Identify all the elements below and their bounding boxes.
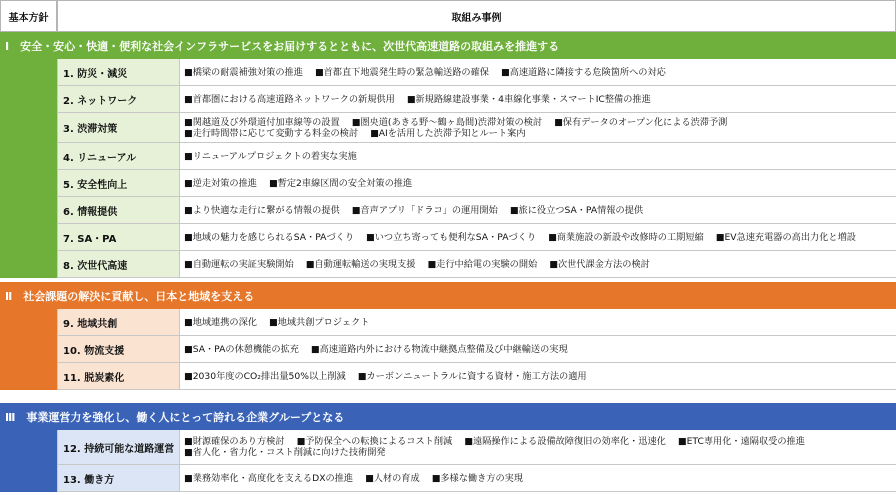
- initiative-item: ■ 走行時間帯に応じて変動する料金の検討: [184, 128, 358, 139]
- initiative-item: ■ 人材の育成: [365, 473, 420, 484]
- initiative-item: ■ いつ立ち寄っても便利なSA・PAづくり: [366, 232, 536, 243]
- row-label: 3. 渋滞対策: [57, 113, 179, 143]
- section-color-strip: [0, 430, 57, 492]
- content-line: [184, 151, 896, 162]
- header-initiatives: 取組み事例: [57, 0, 896, 32]
- row-label: 11. 脱炭素化: [57, 363, 179, 390]
- header-basic-policy: 基本方針: [0, 0, 57, 32]
- initiative-item: ■ 地域共創プロジェクト: [269, 317, 369, 328]
- initiative-item: ■ SA・PAの休憩機能の拡充: [184, 344, 299, 355]
- row-content: [179, 465, 896, 492]
- initiative-item: ■ 高速道路に隣接する危険箇所への対応: [501, 67, 666, 78]
- initiative-item: ■ 商業施設の新設や改修時の工期短縮: [548, 232, 704, 243]
- row-content: [179, 143, 896, 170]
- row-label: 4. リニューアル: [57, 143, 179, 170]
- content-line: [184, 117, 896, 128]
- initiative-item: ■ 省人化・省力化・コスト削減に向けた技術開発: [184, 447, 386, 458]
- section-band-2: Ⅱ 社会課題の解決に貢献し、日本と地域を支える: [0, 282, 896, 309]
- content-line: [184, 473, 896, 484]
- initiative-item: ■ 逆走対策の推進: [184, 178, 257, 189]
- row-content: [179, 430, 896, 465]
- section-band-3: Ⅲ 事業運営力を強化し、働く人にとって誇れる企業グループとなる: [0, 403, 896, 430]
- content-line: [184, 371, 896, 382]
- initiative-item: ■ 橋梁の耐震補強対策の推進: [184, 67, 303, 78]
- content-line: [184, 259, 896, 270]
- initiative-item: ■ より快適な走行に繋がる情報の提供: [184, 205, 340, 216]
- row-content: [179, 86, 896, 113]
- initiative-item: ■ 業務効率化・高度化を支えるDXの推進: [184, 473, 353, 484]
- row-label: 8. 次世代高速: [57, 251, 179, 278]
- initiative-item: ■ 自動運転の実証実験開始: [184, 259, 294, 270]
- content-line: [184, 128, 896, 139]
- row-label: 9. 地域共創: [57, 309, 179, 336]
- initiative-item: ■ EV急速充電器の高出力化と増設: [716, 232, 856, 243]
- content-line: [184, 436, 896, 447]
- initiative-item: ■ 首都圏における高速道路ネットワークの新規供用: [184, 94, 395, 105]
- row-content: [179, 363, 896, 390]
- initiative-item: ■ 保有データのオープン化による渋滞予測: [554, 117, 727, 128]
- initiative-item: ■ 次世代課金方法の検討: [549, 259, 650, 270]
- row-content: [179, 197, 896, 224]
- initiative-item: ■ 関越道及び外環道付加車線等の設置: [184, 117, 340, 128]
- row-label: 7. SA・PA: [57, 224, 179, 251]
- row-content: [179, 170, 896, 197]
- content-line: [184, 205, 896, 216]
- initiative-item: ■ 自動運転輸送の実現支援: [306, 259, 416, 270]
- section-color-strip: [0, 309, 57, 390]
- content-line: [184, 232, 896, 243]
- row-content: [179, 336, 896, 363]
- content-line: [184, 178, 896, 189]
- row-label: 2. ネットワーク: [57, 86, 179, 113]
- initiative-item: ■ カーボンニュートラルに資する資材・施工方法の適用: [358, 371, 587, 382]
- section-band-1: Ⅰ 安全・安心・快適・便利な社会インフラサービスをお届けするとともに、次世代高速道路の取組みを推進する: [0, 32, 896, 59]
- initiative-item: ■ 圏央道(あきる野～鶴ヶ島間)渋滞対策の検討: [352, 117, 542, 128]
- initiative-item: ■ 暫定2車線区間の安全対策の推進: [269, 178, 412, 189]
- initiative-item: ■ 地域の魅力を感じられるSA・PAづくり: [184, 232, 354, 243]
- row-label: 5. 安全性向上: [57, 170, 179, 197]
- row-label: 10. 物流支援: [57, 336, 179, 363]
- initiative-item: ■ AIを活用した渋滞予知とルート案内: [370, 128, 526, 139]
- initiative-item: ■ 予防保全への転換によるコスト削減: [297, 436, 453, 447]
- content-line: [184, 94, 896, 105]
- initiative-item: ■ リニューアルプロジェクトの着実な実施: [184, 151, 357, 162]
- content-line: [184, 67, 896, 78]
- row-label: 12. 持続可能な道路運営: [57, 430, 179, 465]
- row-content: [179, 224, 896, 251]
- row-label: 1. 防災・減災: [57, 59, 179, 86]
- row-label: 6. 情報提供: [57, 197, 179, 224]
- initiative-item: ■ 2030年度のCO₂排出量50%以上削減: [184, 371, 346, 382]
- row-content: [179, 59, 896, 86]
- content-line: [184, 447, 896, 458]
- initiative-item: ■ 首都直下地震発生時の緊急輸送路の確保: [315, 67, 489, 78]
- row-content: [179, 113, 896, 143]
- initiative-item: ■ 高速道路内外における物流中継拠点整備及び中継輸送の実現: [311, 344, 568, 355]
- initiative-item: ■ ETC専用化・遠隔収受の推進: [678, 436, 805, 447]
- initiative-item: ■ 地域連携の深化: [184, 317, 257, 328]
- content-line: [184, 344, 896, 355]
- row-label: 13. 働き方: [57, 465, 179, 492]
- initiative-item: ■ 財源確保のあり方検討: [184, 436, 285, 447]
- initiative-item: ■ 多様な働き方の実現: [432, 473, 523, 484]
- section-color-strip: [0, 59, 57, 278]
- initiative-item: ■ 新規路線建設事業・4車線化事業・スマートIC整備の推進: [407, 94, 651, 105]
- initiative-item: ■ 走行中給電の実験の開始: [428, 259, 538, 270]
- initiative-item: ■ 音声アプリ「ドラコ」の運用開始: [352, 205, 498, 216]
- row-content: [179, 309, 896, 336]
- initiative-item: ■ 遠隔操作による設備故障復旧の効率化・迅速化: [464, 436, 666, 447]
- content-line: [184, 317, 896, 328]
- row-content: [179, 251, 896, 278]
- initiative-item: ■ 旅に役立つSA・PA情報の提供: [510, 205, 643, 216]
